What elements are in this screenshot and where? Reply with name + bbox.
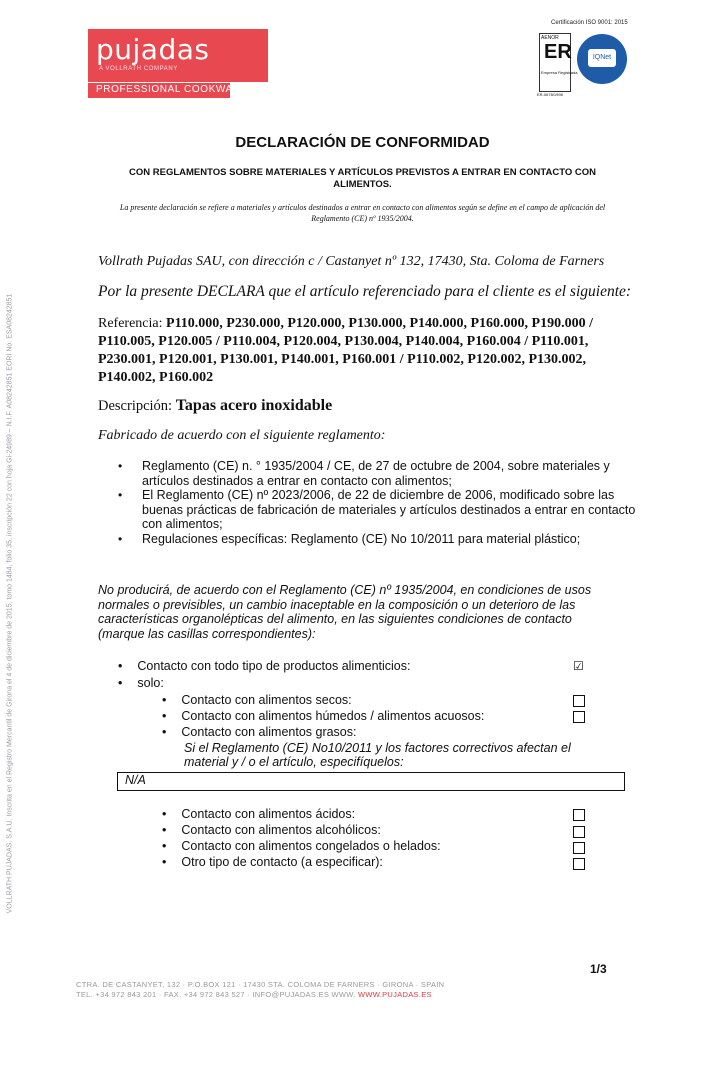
list-item: • Reglamento (CE) n. ° 1935/2004 / CE, de 27 de octubre de 2004, sobre materiales y artículos destinados a entrar en contacto con alimentos; bbox=[118, 459, 610, 488]
checkbox-other[interactable] bbox=[573, 858, 585, 870]
list-item: • Contacto con alimentos húmedos / alimentos acuosos: bbox=[162, 709, 485, 723]
document-subtitle: CON REGLAMENTOS SOBRE MATERIALES Y ARTÍCULOS PREVISTOS A ENTRAR EN CONTACTO CON ALIMENTOS. bbox=[129, 167, 596, 190]
registry-side-text: VOLLRATH PUJADAS, S.A.U. Inscrita en el Registro Mercantil de Girona el 4 de diciembre de 2015, tomo 1484, folio 35, inscripción 22 con hoja Gi-24989 – N.I.F. A08242851 EORI No. ESA08242851 bbox=[6, 293, 14, 914]
footer-phone-email: TEL. +34 972 843 201 · FAX. +34 972 843 527 · INFO@PUJADAS.ES WWW. bbox=[76, 990, 356, 999]
list-item: • Contacto con alimentos congelados o helados: bbox=[162, 839, 441, 853]
footer-website-link[interactable]: WWW.PUJADAS.ES bbox=[358, 990, 432, 999]
checkbox-dry[interactable] bbox=[573, 695, 585, 707]
fabricado-line: Fabricado de acuerdo con el siguiente reglamento: bbox=[98, 428, 386, 443]
reference-block bbox=[98, 315, 628, 387]
na-field[interactable] bbox=[117, 772, 625, 791]
bullet-icon: • bbox=[118, 488, 123, 502]
checkbox-frozen[interactable] bbox=[573, 842, 585, 854]
bullet-icon: • bbox=[162, 693, 167, 707]
conditions-intro: No producirá, de acuerdo con el Reglamento (CE) nº 1935/2004, en condiciones de usos normales o previsibles, un cambio inaceptable en la composición o un deterioro de las características organolépticas del alimento, en las siguientes condiciones de contacto (marque las casillas correspondientes): bbox=[98, 583, 592, 641]
certification-code: ER-0678/1998 bbox=[537, 92, 563, 97]
checkbox-checked-icon[interactable]: ☑ bbox=[573, 659, 584, 673]
document-note: La presente declaración se refiere a materiales y artículos destinados a entrar en contacto con alimentos según se define en el campo de aplicación del Reglamento (CE) nº 1935/2004. bbox=[119, 203, 606, 223]
brand-tagline: PROFESSIONAL COOKWARE bbox=[96, 84, 248, 95]
list-item: • Contacto con alimentos secos: bbox=[162, 693, 352, 707]
list-item: • Regulaciones específicas: Reglamento (CE) No 10/2011 para material plástico; bbox=[118, 531, 581, 546]
bullet-icon: • bbox=[118, 531, 123, 546]
brand-company: A VOLLRATH COMPANY bbox=[99, 66, 178, 72]
iqnet-label: IQNet bbox=[588, 49, 616, 67]
footer-contact bbox=[76, 990, 432, 999]
bullet-icon: • bbox=[162, 855, 167, 869]
brand-name: pujadas bbox=[96, 33, 210, 66]
declara-line: Por la presente DECLARA que el artículo referenciado para el cliente es el siguiente: bbox=[98, 283, 632, 300]
list-item: • Contacto con todo tipo de productos alimenticios: bbox=[118, 659, 411, 673]
list-item: • Otro tipo de contacto (a especificar): bbox=[162, 855, 383, 869]
na-value: N/A bbox=[125, 773, 146, 787]
list-item: • Contacto con alimentos grasos: bbox=[162, 725, 357, 739]
bullet-icon: • bbox=[162, 823, 167, 837]
list-item: • solo: bbox=[118, 676, 164, 690]
list-item: • El Reglamento (CE) nº 2023/2006, de 22 de diciembre de 2006, modificado sobre las buenas prácticas de fabricación de materiales y artículos destinados a entrar en contacto con alimentos; bbox=[118, 488, 636, 531]
footer-address: CTRA. DE CASTANYET, 132 · P.O.BOX 121 · 17430 STA. COLOMA DE FARNERS · GIRONA · SPAIN bbox=[76, 980, 445, 989]
bullet-icon: • bbox=[162, 839, 167, 853]
document-title: DECLARACIÓN DE CONFORMIDAD bbox=[235, 134, 490, 151]
bullet-icon: • bbox=[162, 807, 167, 821]
description-block bbox=[98, 397, 332, 415]
reference-label: Referencia: bbox=[98, 316, 163, 331]
company-line: Vollrath Pujadas SAU, con dirección c / Castanyet nº 132, 17430, Sta. Coloma de Farners bbox=[98, 254, 605, 269]
bullet-icon: • bbox=[162, 709, 167, 723]
bullet-icon: • bbox=[118, 459, 123, 473]
fat-note: Si el Reglamento (CE) No10/2011 y los factores correctivos afectan el material y / o el artículo, especifíquelos: bbox=[184, 741, 571, 769]
aenor-company: Empresa Registrada bbox=[541, 70, 578, 75]
checkbox-alcohol[interactable] bbox=[573, 826, 585, 838]
bullet-icon: • bbox=[118, 676, 123, 690]
page-number: 1/3 bbox=[590, 962, 607, 976]
aenor-name: AENOR bbox=[541, 35, 559, 41]
list-item: • Contacto con alimentos alcohólicos: bbox=[162, 823, 381, 837]
checkbox-acid[interactable] bbox=[573, 809, 585, 821]
description-value: Tapas acero inoxidable bbox=[175, 397, 333, 414]
description-label: Descripción: bbox=[98, 398, 173, 414]
certification-title: Certificación ISO 9001: 2015 bbox=[551, 20, 628, 26]
bullet-icon: • bbox=[162, 725, 167, 739]
checkbox-wet[interactable] bbox=[573, 711, 585, 723]
aenor-mark: ER bbox=[544, 41, 572, 63]
list-item: • Contacto con alimentos ácidos: bbox=[162, 807, 356, 821]
regulations-list bbox=[118, 459, 638, 546]
reference-value: P110.000, P230.000, P120.000, P130.000, P140.000, P160.000, P190.000 / P110.005, P120.005 / P110.004, P120.004, P130.004, P140.004, P160.004 / P110.001, P230.001, P120.001, P130.001, P140.001, P160.001 / P110.002, P120.002, P130.002, P140.002, P160.002 bbox=[98, 316, 593, 385]
bullet-icon: • bbox=[118, 659, 123, 673]
